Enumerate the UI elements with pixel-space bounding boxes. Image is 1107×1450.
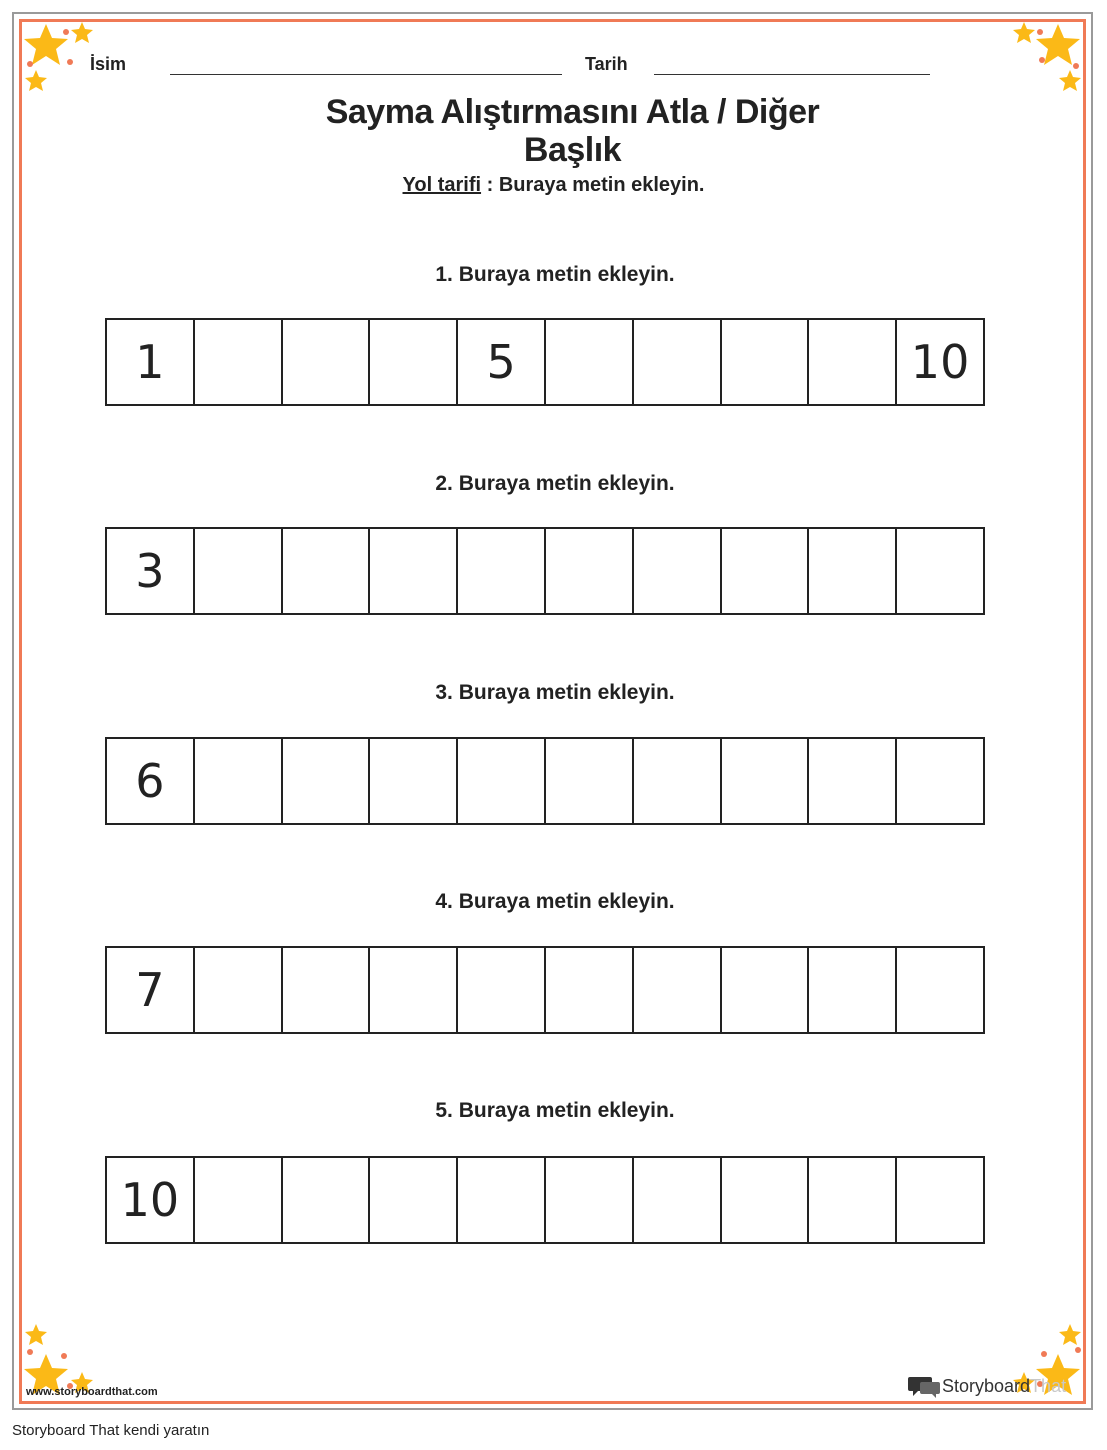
logo-text-main: Storyboard (942, 1375, 1031, 1396)
number-cell[interactable] (283, 320, 371, 404)
number-cell[interactable] (722, 948, 810, 1032)
number-cell[interactable] (634, 1158, 722, 1242)
date-field[interactable] (654, 74, 930, 75)
number-cell[interactable] (546, 739, 634, 823)
number-cell[interactable] (370, 529, 458, 613)
title-line-2: Başlık (523, 131, 622, 169)
number-cell[interactable] (195, 948, 283, 1032)
question-label: 2. Buraya metin ekleyin. (435, 472, 675, 495)
number-cell[interactable] (546, 1158, 634, 1242)
logo-text-accent: That (1030, 1375, 1067, 1396)
directions-label: Yol tarifi (402, 174, 482, 196)
number-box-row (105, 527, 985, 615)
question-label: 1. Buraya metin ekleyin. (435, 263, 675, 286)
number-cell[interactable] (458, 739, 546, 823)
date-label: Tarih (585, 54, 628, 74)
footer-url[interactable]: www.storyboardthat.com (26, 1386, 158, 1398)
number-cell[interactable] (634, 948, 722, 1032)
question-label: 4. Buraya metin ekleyin. (435, 890, 675, 913)
number-cell[interactable]: 3 (107, 529, 195, 613)
number-cell[interactable] (283, 948, 371, 1032)
number-cell[interactable] (458, 1158, 546, 1242)
number-cell[interactable]: 6 (107, 739, 195, 823)
name-label: İsim (90, 54, 127, 74)
number-cell[interactable] (458, 948, 546, 1032)
number-cell[interactable]: 10 (107, 1158, 195, 1242)
number-cell[interactable] (897, 1158, 983, 1242)
number-cell[interactable] (809, 948, 897, 1032)
title-line-1: Sayma Alıştırmasını Atla / Diğer (325, 93, 820, 131)
number-cell[interactable] (722, 1158, 810, 1242)
number-cell[interactable] (897, 529, 983, 613)
number-cell[interactable] (897, 739, 983, 823)
number-cell[interactable] (809, 320, 897, 404)
number-box-row (105, 946, 985, 1034)
directions-separator: : (481, 174, 499, 196)
name-field[interactable] (170, 74, 562, 75)
number-cell[interactable] (195, 1158, 283, 1242)
number-cell[interactable] (370, 948, 458, 1032)
number-cell[interactable] (283, 739, 371, 823)
number-box-row (105, 318, 985, 406)
corner-stars-top-right-icon (1000, 20, 1090, 100)
number-cell[interactable] (809, 739, 897, 823)
number-cell[interactable] (634, 320, 722, 404)
number-cell[interactable] (195, 320, 283, 404)
number-cell[interactable] (897, 948, 983, 1032)
number-cell[interactable] (370, 320, 458, 404)
number-cell[interactable] (809, 1158, 897, 1242)
caption[interactable]: Storyboard That kendi yaratın (12, 1422, 210, 1439)
number-cell[interactable]: 1 (107, 320, 195, 404)
number-cell[interactable]: 7 (107, 948, 195, 1032)
storyboardthat-logo[interactable] (908, 1374, 1066, 1398)
number-cell[interactable] (546, 529, 634, 613)
number-cell[interactable] (458, 529, 546, 613)
question-label: 5. Buraya metin ekleyin. (435, 1099, 675, 1122)
number-cell[interactable] (722, 320, 810, 404)
number-cell[interactable] (634, 739, 722, 823)
number-cell[interactable] (546, 320, 634, 404)
number-cell[interactable] (546, 948, 634, 1032)
worksheet-title (250, 93, 895, 169)
number-cell[interactable]: 5 (458, 320, 546, 404)
number-box-row (105, 1156, 985, 1244)
number-cell[interactable] (370, 1158, 458, 1242)
number-cell[interactable] (283, 529, 371, 613)
number-cell[interactable] (283, 1158, 371, 1242)
number-box-row (105, 737, 985, 825)
directions-text: Buraya metin ekleyin. (498, 174, 705, 196)
number-cell[interactable] (370, 739, 458, 823)
directions (0, 174, 1107, 197)
number-cell[interactable] (722, 529, 810, 613)
number-cell[interactable] (809, 529, 897, 613)
question-label: 3. Buraya metin ekleyin. (435, 681, 675, 704)
number-cell[interactable] (634, 529, 722, 613)
number-cell[interactable] (195, 739, 283, 823)
number-cell[interactable]: 10 (910, 335, 970, 389)
speech-bubbles-icon (908, 1374, 942, 1398)
number-cell[interactable] (195, 529, 283, 613)
number-cell[interactable] (722, 739, 810, 823)
